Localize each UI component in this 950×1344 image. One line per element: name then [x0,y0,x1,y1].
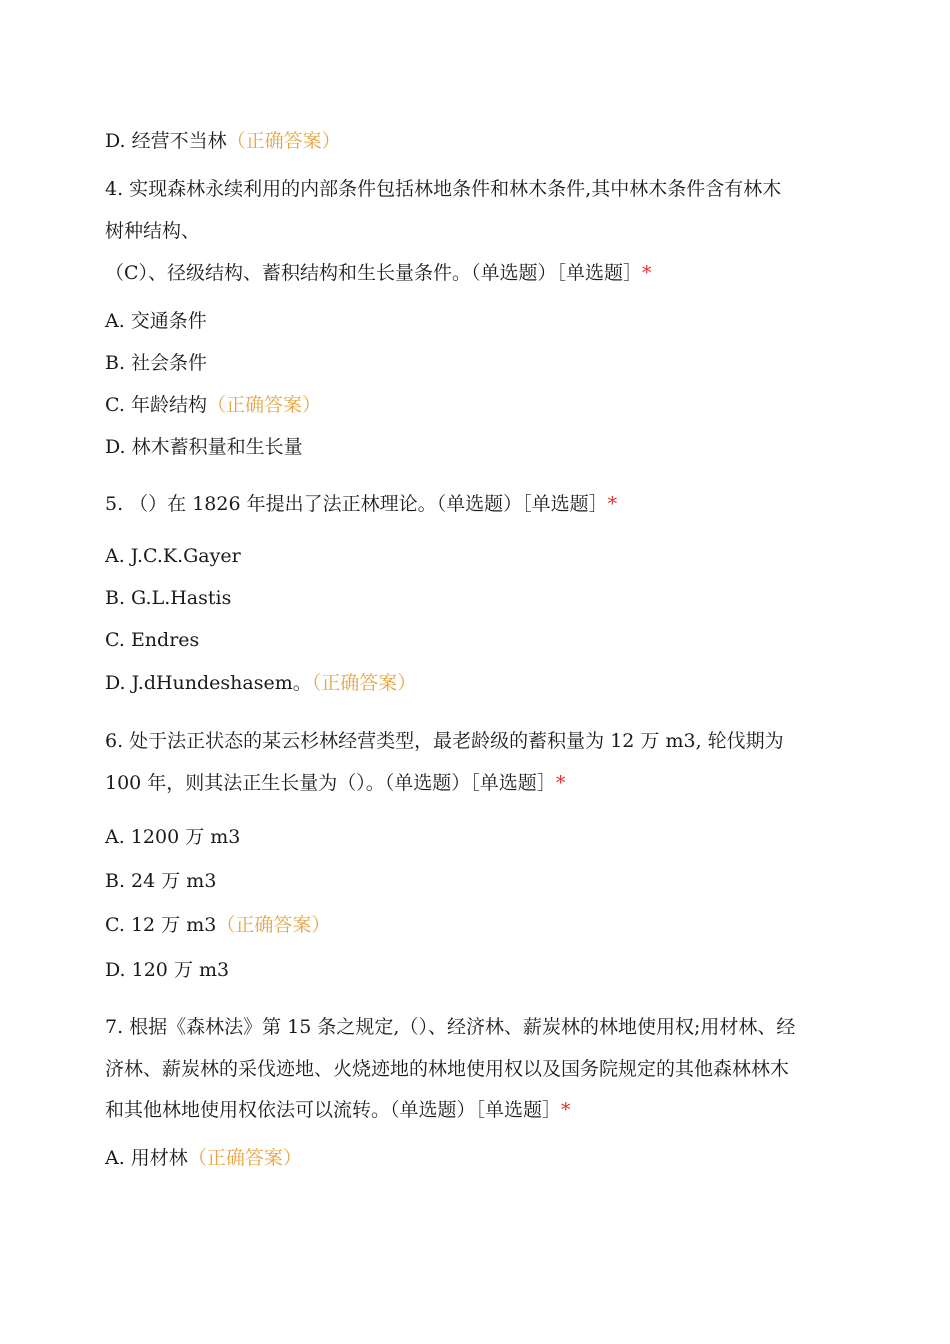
q6-option-b: B. 24 万 m3 [105,870,217,892]
q7-stem-line-2: 济林、薪炭林的采伐迹地、火烧迹地的林地使用权以及国务院规定的其他森林林木 [105,1058,790,1080]
q4-option-c: C. 年龄结构（正确答案） [105,394,321,416]
q5-option-c: C. Endres [105,629,200,651]
q3-option-d: D. 经营不当林（正确答案） [105,130,341,152]
required-mark: * [561,1099,571,1121]
q5-option-a: A. J.C.K.Gayer [105,545,241,567]
q7-stem-line-1: 7. 根据《森林法》第 15 条之规定,（）、经济林、薪炭林的林地使用权;用材林、经 [105,1016,796,1038]
q6-option-a: A. 1200 万 m3 [105,826,241,848]
q4-option-a: A. 交通条件 [105,310,207,332]
correct-answer-tag: （正确答案） [216,914,331,936]
q6-stem-line-1: 6. 处于法正状态的某云杉林经营类型，最老龄级的蓄积量为 12 万 m3, 轮伐期为 [105,730,784,752]
q5-option-d: D. J.dHundeshasem。（正确答案） [105,672,417,694]
required-mark: * [555,772,566,794]
q5-option-b: B. G.L.Hastis [105,587,232,609]
q7-option-a: A. 用材林（正确答案） [105,1147,302,1169]
q7-stem-line-3: 和其他林地使用权依法可以流转。（单选题）［单选题］* [105,1099,571,1121]
required-mark: * [607,493,618,515]
correct-answer-tag: （正确答案） [206,394,321,416]
q4-stem-line-1: 4. 实现森林永续利用的内部条件包括林地条件和林木条件,其中林木条件含有林木 [105,178,782,200]
correct-answer-tag: （正确答案） [187,1147,302,1169]
q6-option-d: D. 120 万 m3 [105,959,230,981]
q6-stem-line-2: 100 年，则其法正生长量为（）。（单选题）［单选题］* [105,772,566,794]
q6-option-c: C. 12 万 m3（正确答案） [105,914,331,936]
q4-stem-line-3: （C）、径级结构、蓄积结构和生长量条件。（单选题）［单选题］* [105,262,652,284]
q4-option-b: B. 社会条件 [105,352,208,374]
correct-answer-tag: （正确答案） [311,672,417,694]
q4-stem-line-2: 树种结构、 [105,220,201,242]
correct-answer-tag: （正确答案） [226,130,341,152]
required-mark: * [642,262,652,284]
q4-option-d: D. 林木蓄积量和生长量 [105,436,303,458]
q5-stem: 5. （）在 1826 年提出了法正林理论。（单选题）［单选题］* [105,493,618,515]
